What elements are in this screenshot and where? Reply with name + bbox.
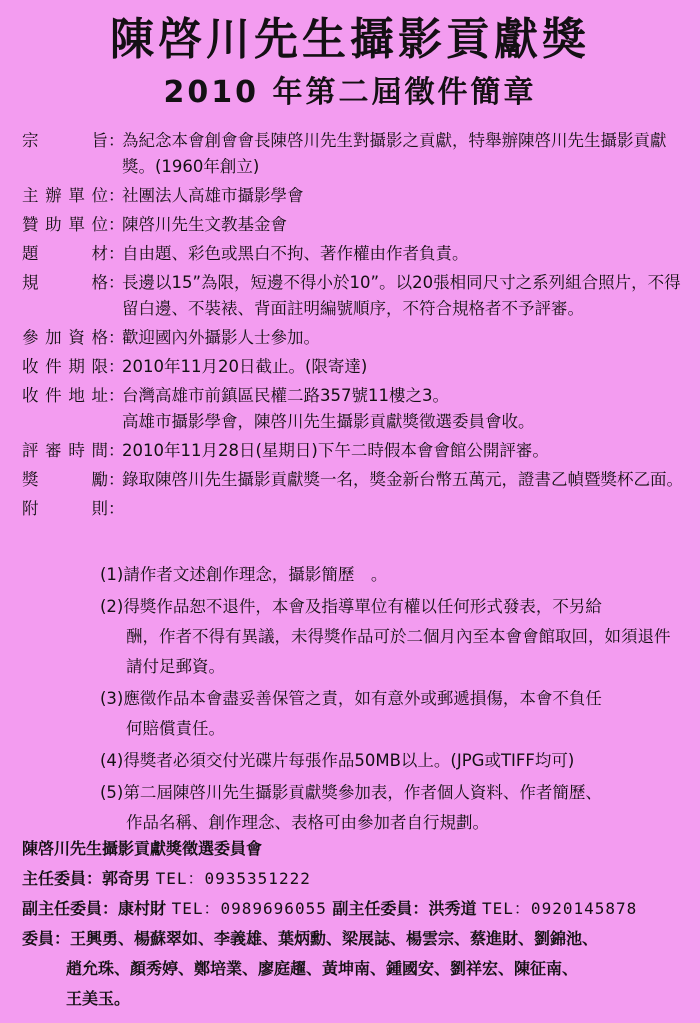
purpose-text: 為紀念本會創會會長陳啓川先生對攝影之貢獻，特舉辦陳啓川先生攝影貢獻獎。(1960年創立) [122,131,667,176]
note-number: (1) [100,565,124,584]
vice2-tel: TEL：0920145878 [482,899,638,918]
purpose-label: 宗 旨 [22,131,108,150]
award-row: 獎 勵 ： 錄取陳啓川先生攝影貢獻獎一名，獎金新台幣五萬元，證書乙幀暨獎杯乙面。 [22,467,692,493]
committee-section [22,834,692,1014]
address-line1: 台灣高雄市前鎮區民權二路357號11樓之3。 [122,386,449,405]
note-continuation: 酬，作者不得有異議，未得獎作品可於二個月內至本會會館取回，如須退件請付足郵資。 [126,627,671,676]
organizer-text: 社團法人高雄市攝影學會 [122,186,304,205]
note-text: 得獎作品恕不退件，本會及指導單位有權以任何形式發表，不另給 [123,597,602,616]
note-continuation: 作品名稱、創作理念、表格可由參加者自行規劃。 [126,813,489,832]
address-line2: 高雄市攝影學會，陳啓川先生攝影貢獻獎徵選委員會收。 [122,412,535,431]
chair-tel: TEL：0935351222 [155,869,311,888]
judging-label: 評審時間 [22,441,108,460]
note-number: (5) [100,783,124,802]
deadline-row: 收件期限 ： 2010年11月20日截止。(限寄達) [22,354,692,380]
note-text: 得獎者必須交付光碟片每張作品50MB以上。(JPG或TIFF均可) [123,751,575,770]
vice-chair-line [22,894,692,924]
spec-row: 規 格 ： 長邊以15”為限，短邊不得小於10”。以20張相同尺寸之系列組合照片，不得留白邊、不裝裱、背面註明編號順序，不符合規格者不予評審。 [22,270,692,322]
vice1-name: 康村財 [118,899,167,918]
note-text: 第二屆陳啓川先生攝影貢獻獎參加表，作者個人資料、作者簡歷、 [123,783,602,802]
note-number: (3) [100,689,124,708]
deadline-label: 收件期限 [22,357,108,376]
members-list-3: 王美玉。 [66,989,131,1008]
note-text: 請作者文述創作理念，攝影簡歷 。 [123,565,388,584]
spec-text: 長邊以15”為限，短邊不得小於10”。以20張相同尺寸之系列組合照片，不得留白邊、不裝裱、背面註明編號順序，不符合規格者不予評審。 [122,273,681,318]
page-subtitle: 2010 年第二屆徵件簡章 [163,75,537,110]
note-number: (2) [100,597,124,616]
organizer-label: 主辦單位 [22,186,108,205]
members-list-1: 王興勇、楊蘇翠如、李義雄、葉炳勳、梁展誌、楊雲宗、蔡進財、劉錦池、 [70,929,599,948]
notes-label: 附 則 [22,499,108,518]
vice1-label: 副主任委員： [22,899,119,918]
note-number: (4) [100,751,124,770]
eligibility-text: 歡迎國內外攝影人士參加。 [122,328,320,347]
award-text: 錄取陳啓川先生攝影貢獻獎一名，獎金新台幣五萬元，證書乙幀暨獎杯乙面。 [122,470,683,489]
rules-list [22,128,692,525]
eligibility-row: 參加資格 ： 歡迎國內外攝影人士參加。 [22,325,692,351]
committee-name: 陳啓川先生攝影貢獻獎徵選委員會 [22,839,263,858]
sponsor-label: 贊助單位 [22,215,108,234]
purpose-row: 宗 旨 ： 為紀念本會創會會長陳啓川先生對攝影之貢獻，特舉辦陳啓川先生攝影貢獻獎。(1960年創立) [22,128,692,180]
judging-row: 評審時間 ： 2010年11月28日(星期日)下午二時假本會會館公開評審。 [22,438,692,464]
theme-row: 題 材 ： 自由題、彩色或黑白不拘、著作權由作者負責。 [22,241,692,267]
organizer-row: 主辦單位 ： 社團法人高雄市攝影學會 [22,183,692,209]
notes-list [100,560,680,840]
page-title: 陳啓川先生攝影貢獻獎 [110,14,590,65]
sponsor-row: 贊助單位 ： 陳啓川先生文教基金會 [22,212,692,238]
notes-row: 附 則 ： [22,496,692,522]
chair-label: 主任委員： [22,869,103,888]
spec-label: 規 格 [22,273,108,292]
eligibility-label: 參加資格 [22,328,108,347]
list-item [100,746,680,776]
list-item [100,684,680,744]
address-row: 收件地址 ： 台灣高雄市前鎮區民權二路357號11樓之3。 高雄市攝影學會，陳啓川先生攝影貢獻獎徵選委員會收。 [22,383,692,435]
note-text: 應徵作品本會盡妥善保管之責，如有意外或郵遞損傷，本會不負任 [123,689,602,708]
members-line [22,924,692,954]
sponsor-text: 陳啓川先生文教基金會 [122,215,287,234]
list-item [100,778,680,838]
chair-name: 郭奇男 [102,869,151,888]
vice1-tel: TEL：0989696055 [171,899,327,918]
list-item [100,592,680,682]
list-item [100,560,680,590]
members-label: 委員： [22,929,71,948]
award-label: 獎 勵 [22,470,108,489]
theme-text: 自由題、彩色或黑白不拘、著作權由作者負責。 [122,244,469,263]
vice2-label: 副主任委員： [332,899,429,918]
members-list-2: 趙允珠、顏秀婷、鄭培業、廖庭趯、黃坤南、鍾國安、劉祥宏、陳征南、 [66,959,579,978]
judging-text: 2010年11月28日(星期日)下午二時假本會會館公開評審。 [122,441,549,460]
deadline-text: 2010年11月20日截止。(限寄達) [122,357,368,376]
chair-line [22,864,692,894]
note-continuation: 何賠償責任。 [126,719,225,738]
theme-label: 題 材 [22,244,108,263]
vice2-name: 洪秀道 [428,899,477,918]
address-label: 收件地址 [22,386,108,405]
